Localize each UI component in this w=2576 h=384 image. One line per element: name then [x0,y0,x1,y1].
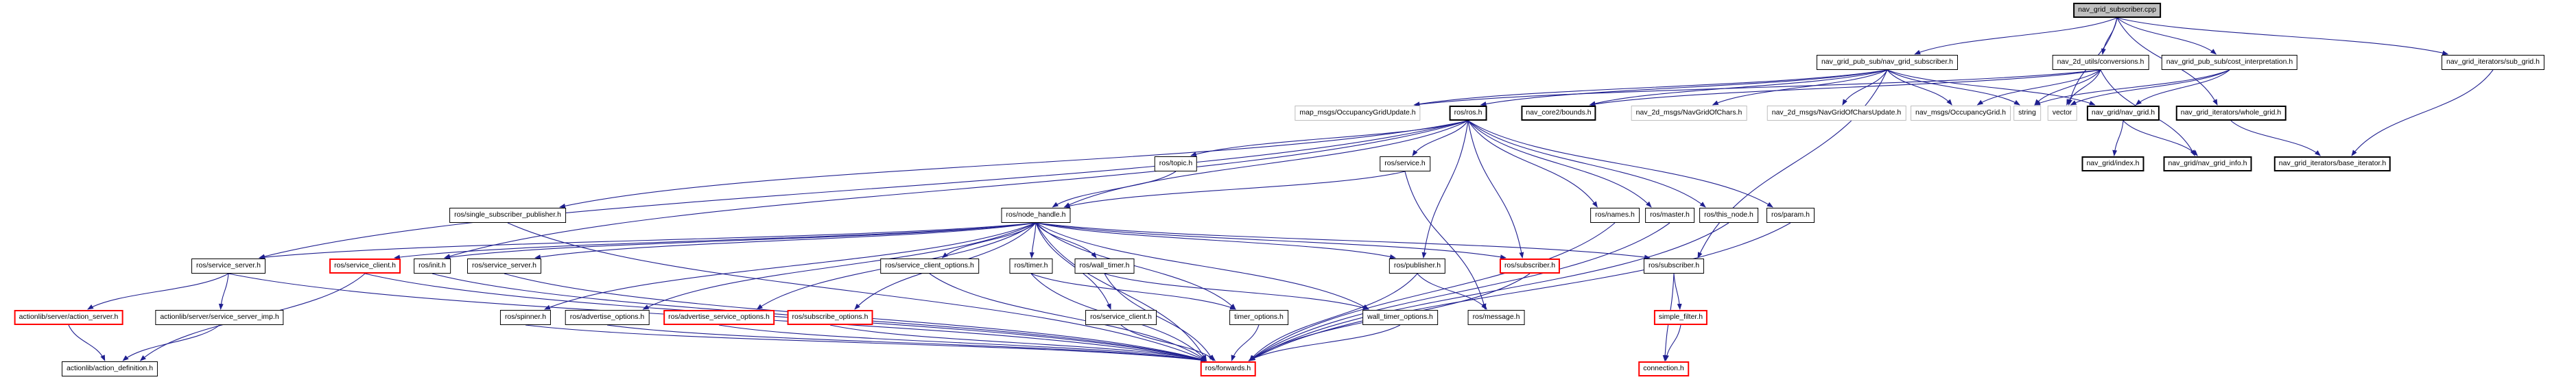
graph-node-info[interactable]: nav_grid/nav_grid_info.h [2164,156,2252,171]
graph-node-ss_imp[interactable]: actionlib/server/service_server_imp.h [155,310,283,325]
include-edge-simple_filter-to-connection [1666,325,1681,361]
include-edge-this_node-to-forwards [1250,223,1729,361]
include-edge-ros_ros-to-service_server_L [259,121,1468,258]
include-edge-ros_ros-to-master [1468,121,1651,207]
include-edge-ros_ros-to-topic [1191,121,1468,156]
include-edge-ros_ros-to-publisher [1423,121,1468,258]
graph-node-timer_options[interactable]: timer_options.h [1229,310,1288,325]
include-edge-root-to-cost_interp [2117,18,2216,54]
graph-node-publisher[interactable]: ros/publisher.h [1389,259,1445,274]
graph-node-forwards[interactable]: ros/forwards.h [1201,361,1256,376]
graph-node-spinner[interactable]: ros/spinner.h [500,310,551,325]
include-edge-ros_ros-to-ssp [560,121,1468,207]
include-edge-topic-to-node_handle [1052,171,1176,207]
include-edge-ros_ros-to-init [445,121,1468,258]
include-edge-sub_grid-to-base_iter [2352,70,2493,156]
graph-node-conversions[interactable]: nav_2d_utils/conversions.h [2053,55,2149,70]
include-edge-ngsub_h-to-map_msgs [1415,70,1888,105]
include-edge-ngsub_h-to-string [1887,70,2020,105]
graph-node-sub_grid[interactable]: nav_grid_iterators/sub_grid.h [2442,55,2544,70]
graph-node-subscriber_r[interactable]: ros/subscriber.h [1500,259,1560,274]
include-edge-node_handle-to-forwards [1036,223,1207,361]
graph-node-action_server[interactable]: actionlib/server/action_server.h [14,310,123,325]
include-edge-nav_grid-to-info [2123,121,2197,156]
graph-node-service_server_L[interactable]: ros/service_server.h [191,259,265,274]
graph-node-master[interactable]: ros/master.h [1645,208,1694,223]
include-edge-root-to-conversions [2103,18,2117,54]
include-edge-ss_imp-to-action_def [123,325,220,361]
include-edge-node_handle-to-timer [1032,223,1036,258]
graph-node-init[interactable]: ros/init.h [414,259,451,274]
graph-node-sc_options[interactable]: ros/service_client_options.h [880,259,979,274]
graph-node-adv_srv_options[interactable]: ros/advertise_service_options.h [663,310,775,325]
include-edge-ros_ros-to-names [1468,121,1597,207]
graph-node-node_handle[interactable]: ros/node_handle.h [1002,208,1071,223]
include-edge-ros_ros-to-subscriber_r [1468,121,1522,258]
graph-node-wt_options[interactable]: wall_timer_options.h [1362,310,1438,325]
graph-node-occgrid: nav_msgs/OccupancyGrid.h [1911,106,2011,121]
include-edge-node_handle-to-init [445,223,1036,258]
include-edge-service_client_r-to-forwards [365,274,1207,361]
graph-node-nav_grid[interactable]: nav_grid/nav_grid.h [2087,106,2160,121]
include-edge-service_server_L-to-ss_imp [221,274,228,309]
include-edge-master-to-forwards [1250,223,1670,361]
include-edge-ngsub_h-to-subscriber2 [1698,70,1887,258]
include-edge-nav_grid-to-index [2114,121,2123,156]
graph-node-names[interactable]: ros/names.h [1590,208,1640,223]
graph-node-root: nav_grid_subscriber.cpp [2073,3,2161,18]
graph-node-sub_options[interactable]: ros/subscribe_options.h [788,310,873,325]
graph-node-topic[interactable]: ros/topic.h [1155,156,1197,171]
graph-node-ngoc: nav_2d_msgs/NavGridOfChars.h [1631,106,1747,121]
graph-node-whole_grid[interactable]: nav_grid_iterators/whole_grid.h [2176,106,2287,121]
include-edge-node_handle-to-service_client_r [394,223,1036,258]
include-edge-ngsub_h-to-ros_ros [1481,70,1888,105]
graph-node-simple_filter[interactable]: simple_filter.h [1654,310,1708,325]
graph-node-map_msgs: map_msgs/OccupancyGridUpdate.h [1295,106,1420,121]
graph-node-service_server2[interactable]: ros/service_server.h [467,259,541,274]
include-edge-root-to-ngsub_h [1915,18,2117,54]
include-edge-action_server-to-action_def [69,325,105,361]
include-edge-node_handle-to-subscriber_r [1036,223,1506,258]
include-edge-ros_ros-to-this_node [1468,121,1705,207]
graph-node-service_client2[interactable]: ros/service_client.h [1085,310,1157,325]
include-edge-adv_srv_options-to-forwards [719,325,1207,361]
include-edge-whole_grid-to-base_iter [2231,121,2320,156]
graph-node-wall_timer[interactable]: ros/wall_timer.h [1075,259,1135,274]
include-edge-cost_interp-to-string [2035,70,2230,105]
include-edge-ngsub_h-to-occgrid [1887,70,1952,105]
include-edge-node_handle-to-timer_options [1036,223,1236,309]
include-edge-ros_ros-to-param [1468,121,1773,207]
include-edge-node_handle-to-service_server_L [259,223,1036,258]
include-edge-timer-to-timer_options [1031,274,1236,309]
graph-node-base_iter[interactable]: nav_grid_iterators/base_iterator.h [2274,156,2391,171]
graph-node-subscriber2[interactable]: ros/subscriber.h [1644,259,1704,274]
graph-node-this_node[interactable]: ros/this_node.h [1699,208,1758,223]
graph-node-adv_options[interactable]: ros/advertise_options.h [565,310,650,325]
graph-node-message[interactable]: ros/message.h [1468,310,1525,325]
graph-node-index[interactable]: nav_grid/index.h [2081,156,2144,171]
graph-node-bounds[interactable]: nav_core2/bounds.h [1521,106,1596,121]
graph-node-connection[interactable]: connection.h [1638,361,1689,376]
include-edge-subscriber2-to-simple_filter [1674,274,1680,309]
graph-node-vector: vector [2048,106,2077,121]
graph-node-timer[interactable]: ros/timer.h [1009,259,1052,274]
include-edge-ngsub_h-to-nav_grid [1887,70,2095,105]
graph-node-param[interactable]: ros/param.h [1766,208,1815,223]
graph-node-cost_interp[interactable]: nav_grid_pub_sub/cost_interpretation.h [2162,55,2297,70]
graph-node-service[interactable]: ros/service.h [1380,156,1430,171]
include-edge-service_server_L-to-action_server [88,274,228,309]
graph-node-action_def[interactable]: actionlib/action_definition.h [62,361,158,376]
graph-node-ros_ros[interactable]: ros/ros.h [1450,106,1487,121]
graph-node-ssp[interactable]: ros/single_subscriber_publisher.h [449,208,566,223]
graph-node-ngocu: nav_2d_msgs/NavGridOfCharsUpdate.h [1767,106,1906,121]
graph-node-ngsub_h[interactable]: nav_grid_pub_sub/nav_grid_subscriber.h [1817,55,1958,70]
graph-node-service_client_r[interactable]: ros/service_client.h [329,259,401,274]
graph-node-string: string [2013,106,2041,121]
